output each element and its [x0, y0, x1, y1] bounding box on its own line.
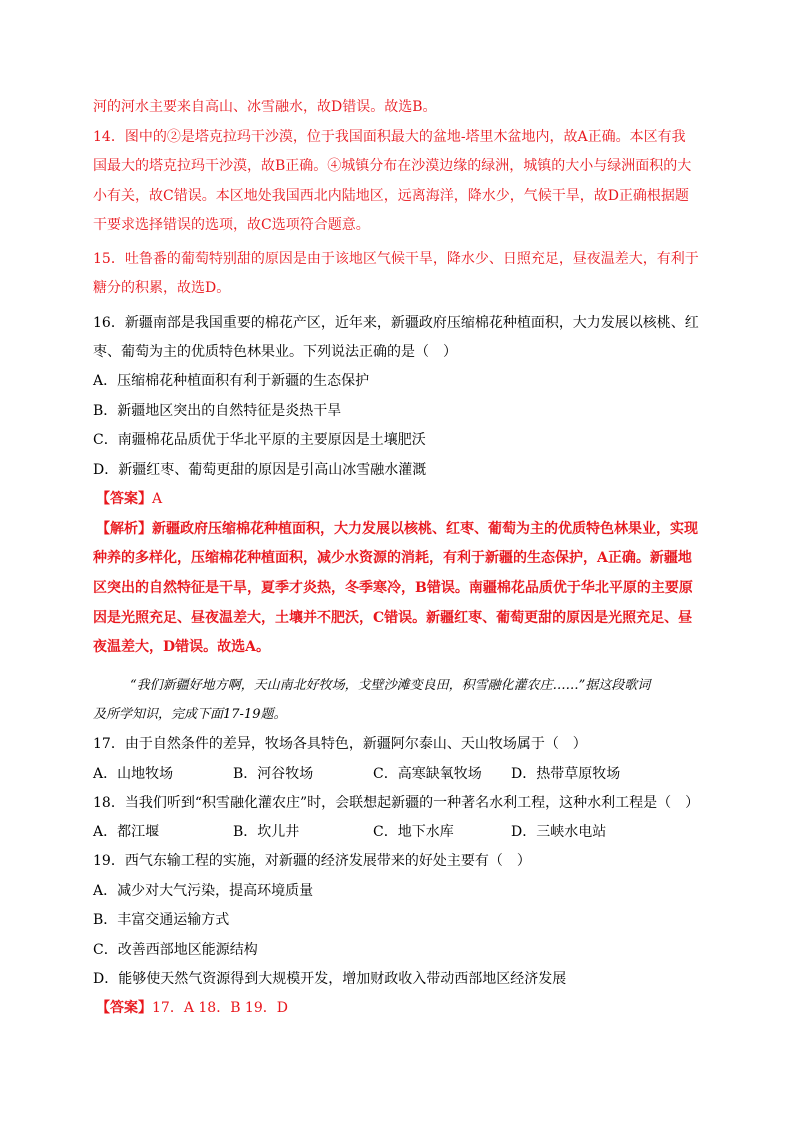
- question-17-option-c: C．高寒缺氧牧场: [373, 766, 482, 782]
- explanation-line: 河的河水主要来自高山、冰雪融水，故D错误。故选B。: [93, 99, 437, 115]
- analysis-line: 夜温差大，D错误。故选A。: [93, 639, 271, 655]
- question-17-stem: 17．由于自然条件的差异，牧场各具特色，新疆阿尔泰山、天山牧场属于（ ）: [93, 736, 587, 752]
- answer-16: [96, 489, 162, 509]
- analysis-tag: 【解析】: [96, 521, 152, 537]
- explanation-line: 糖分的积累，故选D。: [93, 280, 231, 296]
- question-17-option-a: A．山地牧场: [93, 766, 174, 782]
- question-16-stem: 枣、葡萄为主的优质特色林果业。下列说法正确的是（ ）: [93, 344, 457, 360]
- explanation-line: 干要求选择错误的选项，故C选项符合题意。: [93, 217, 370, 233]
- analysis-line: 因是光照充足、昼夜温差大，土壤并不肥沃，C错误。新疆红枣、葡萄更甜的原因是光照充足、昼: [93, 610, 693, 626]
- answer-tag: 【答案】: [96, 1000, 152, 1016]
- answer-17-19: [96, 998, 288, 1018]
- explanation-line: 14．图中的②是塔克拉玛干沙漠，位于我国面积最大的盆地-塔里木盆地内，故A正确。本区有我: [93, 129, 686, 145]
- explanation-line: 小有关，故C错误。本区地处我国西北内陆地区，远离海洋，降水少，气候干旱，故D正确根据题: [93, 188, 689, 204]
- passage-line: 及所学知识，完成下面17-19题。: [93, 707, 287, 722]
- question-19-stem: 19．西气东输工程的实施，对新疆的经济发展带来的好处主要有（ ）: [93, 853, 531, 869]
- question-17-option-b: B．河谷牧场: [233, 766, 314, 782]
- question-16-option-a: A．压缩棉花种植面积有利于新疆的生态保护: [93, 373, 370, 389]
- answer-tag: 【答案】: [96, 491, 152, 507]
- question-16-option-b: B．新疆地区突出的自然特征是炎热干旱: [93, 403, 342, 419]
- question-18-options: [93, 822, 713, 842]
- passage-line: “我们新疆好地方啊，天山南北好牧场，戈壁沙滩变良田，积雪融化灌农庄……”据这段歌词: [130, 678, 651, 693]
- question-18-option-c: C．地下水库: [373, 824, 454, 840]
- question-18-option-d: D．三峡水电站: [511, 824, 607, 840]
- question-16-stem: 16．新疆南部是我国重要的棉花产区，近年来，新疆政府压缩棉花种植面积，大力发展以核桃、红: [93, 315, 699, 331]
- question-19-option-d: D．能够使天然气资源得到大规模开发，增加财政收入带动西部地区经济发展: [93, 971, 567, 987]
- analysis-line: 区突出的自然特征是干旱，夏季才炎热，冬季寒冷，B错误。南疆棉花品质优于华北平原的主要原: [93, 580, 693, 596]
- question-18-stem: 18．当我们听到“积雪融化灌农庄”时，会联想起新疆的一种著名水利工程，这种水利工程是（ ）: [93, 795, 700, 811]
- analysis-line: [96, 519, 698, 539]
- explanation-line: 15．吐鲁番的葡萄特别甜的原因是由于该地区气候干旱，降水少、日照充足，昼夜温差大，有利于: [93, 251, 699, 267]
- answer-value: A: [152, 491, 163, 507]
- answer-value: 17．A 18．B 19．D: [152, 1000, 288, 1016]
- question-19-option-b: B．丰富交通运输方式: [93, 912, 230, 928]
- question-17-option-d: D．热带草原牧场: [511, 766, 621, 782]
- explanation-line: 国最大的塔克拉玛干沙漠，故B正确。④城镇分布在沙漠边缘的绿洲，城镇的大小与绿洲面积的大: [93, 158, 692, 174]
- analysis-line: 种养的多样化，压缩棉花种植面积，减少水资源的消耗，有利于新疆的生态保护，A正确。新疆地: [93, 550, 692, 566]
- analysis-text: 新疆政府压缩棉花种植面积，大力发展以核桃、红枣、葡萄为主的优质特色林果业，实现: [152, 521, 698, 537]
- question-19-option-a: A．减少对大气污染，提高环境质量: [93, 883, 314, 899]
- question-16-option-d: D．新疆红枣、葡萄更甜的原因是引高山冰雪融水灌溉: [93, 462, 427, 478]
- question-17-options: [93, 764, 713, 784]
- question-16-option-c: C．南疆棉花品质优于华北平原的主要原因是土壤肥沃: [93, 432, 426, 448]
- question-19-option-c: C．改善西部地区能源结构: [93, 942, 258, 958]
- question-18-option-b: B．坎儿井: [233, 824, 300, 840]
- question-18-option-a: A．都江堰: [93, 824, 160, 840]
